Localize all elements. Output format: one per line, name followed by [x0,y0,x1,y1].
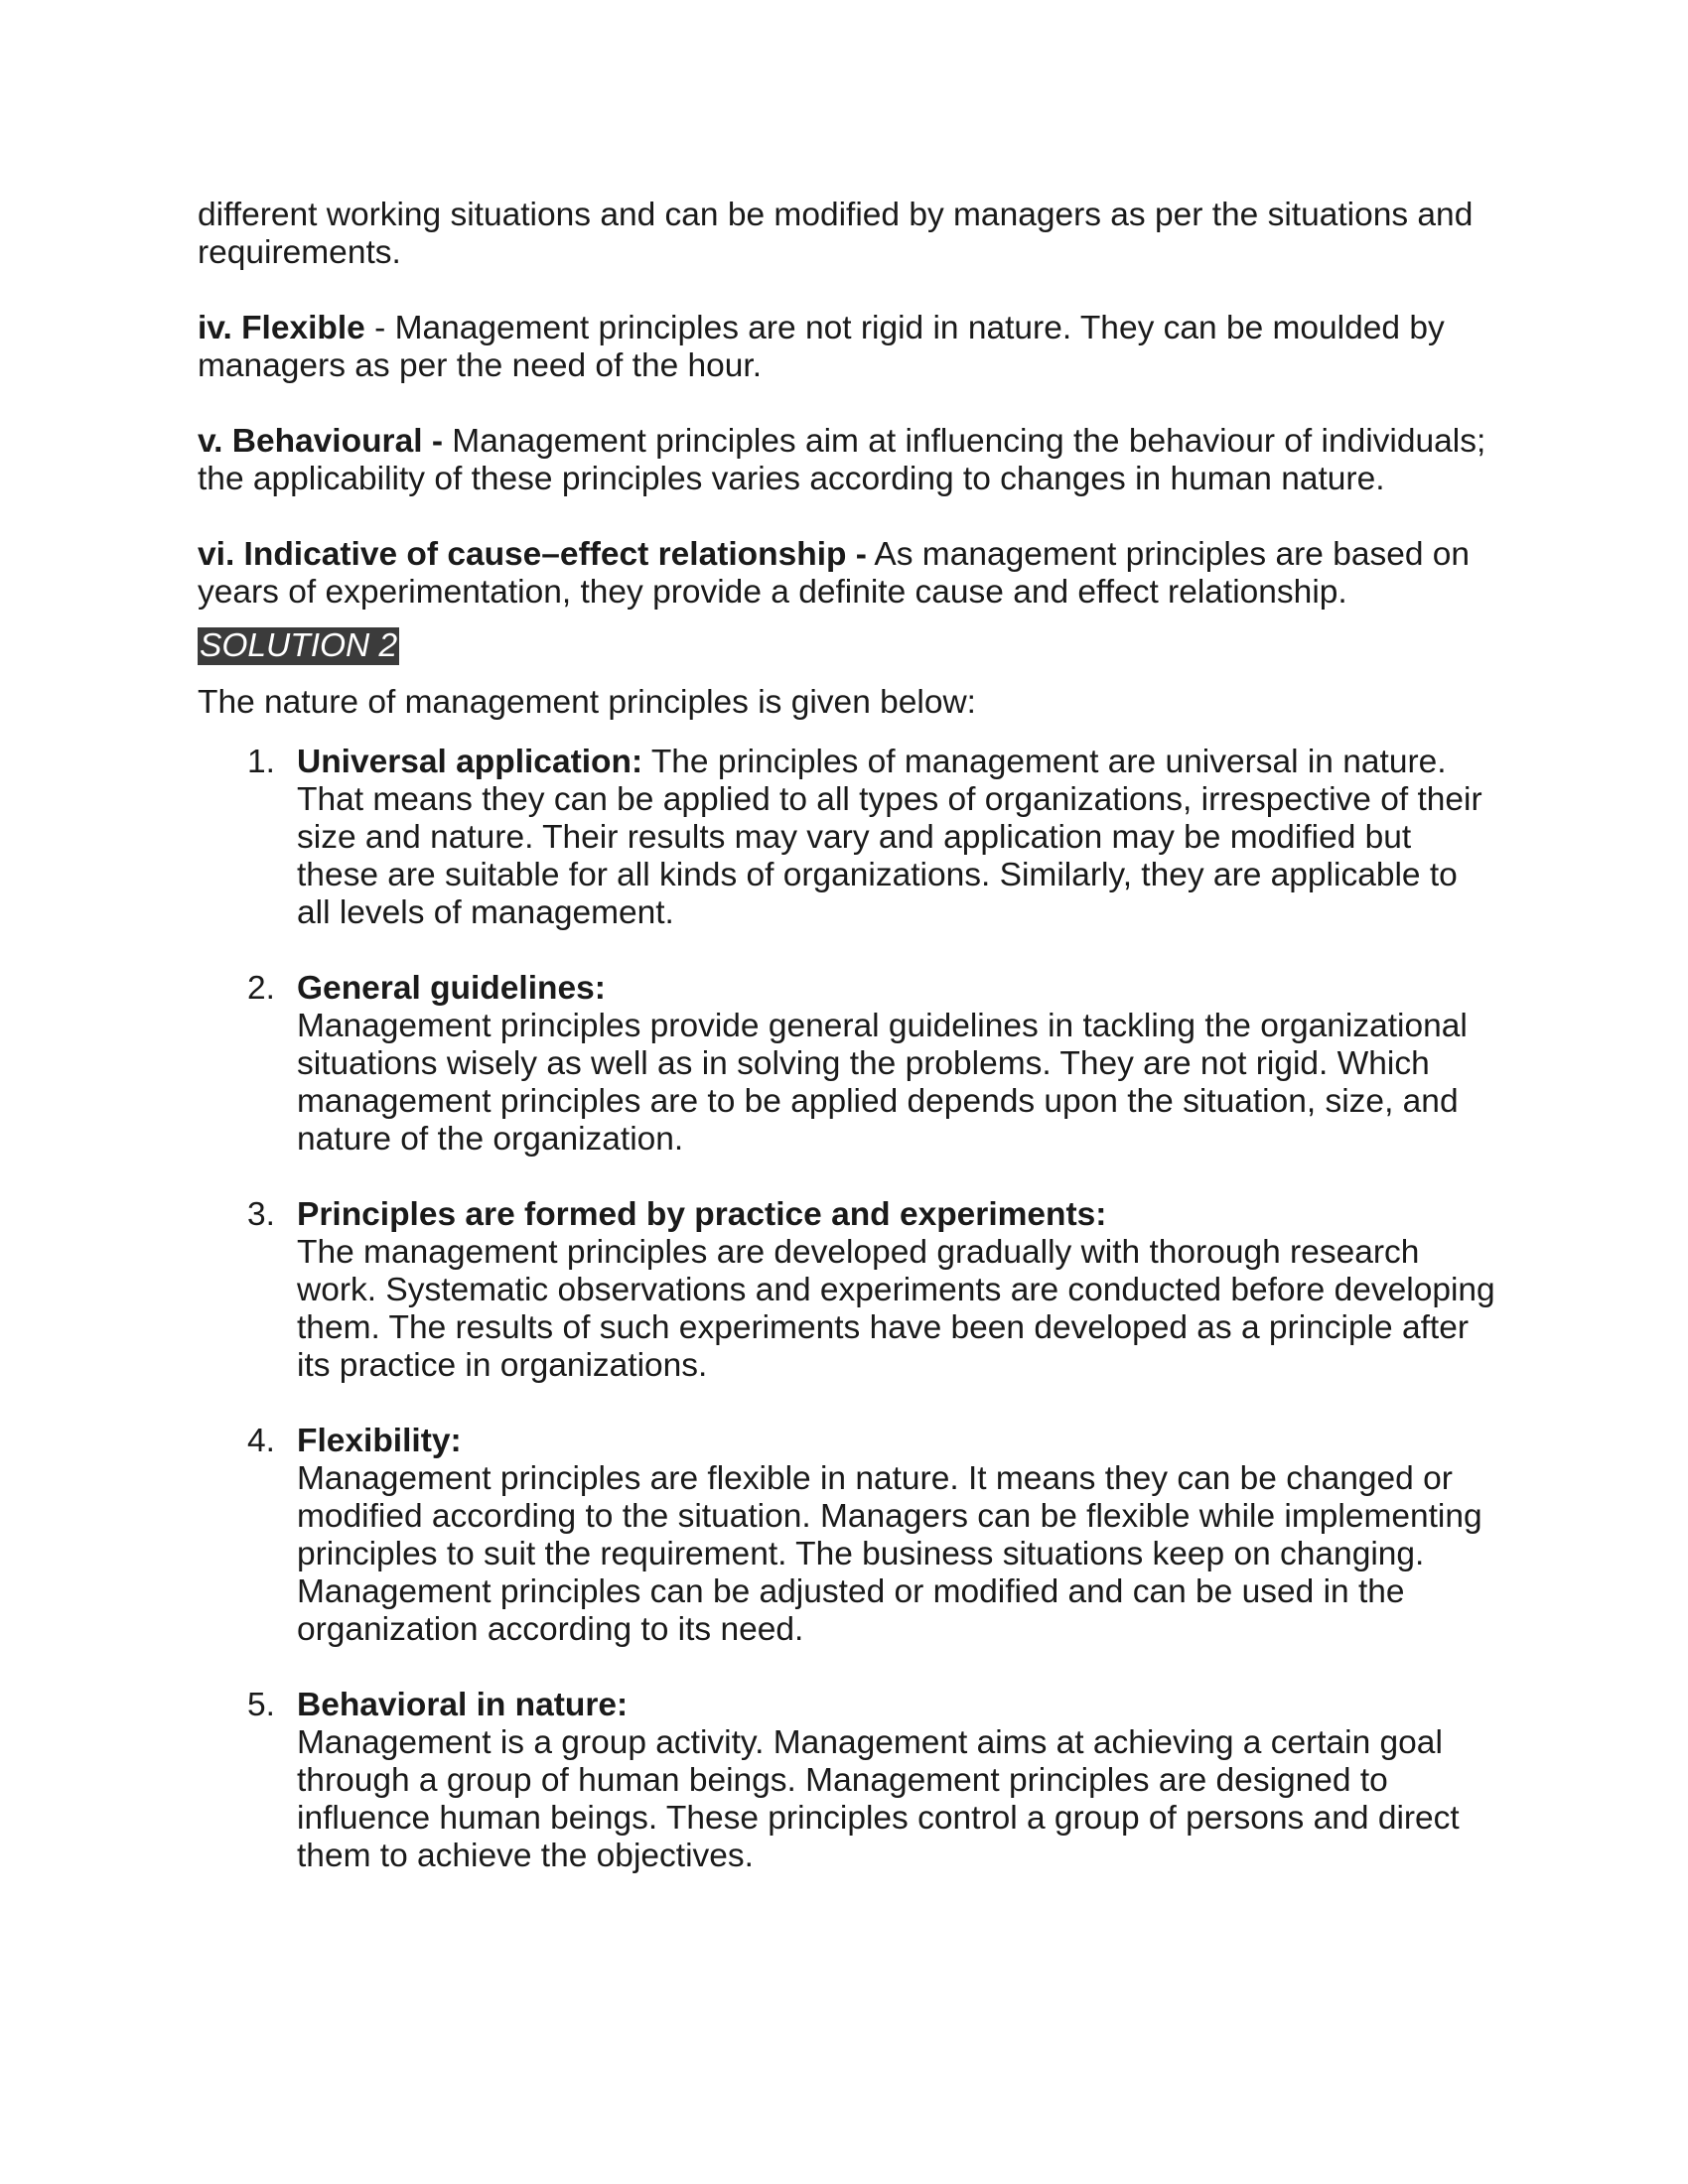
item-text: Management principles are flexible in nature. It means they can be changed or modified according to the situation. Managers can be flexible while implementing principles to suit the requirement. The business situations keep on changing. Management principles can be adjusted or modified and can be used in the organization according to its need. [297,1460,1482,1648]
item-text: Management is a group activity. Management aims at achieving a certain goal through a group of human beings. Management principles are designed to influence human beings. These principles control a group of persons and direct them to achieve the objectives. [297,1724,1460,1874]
feature-text: Management principles aim at influencing the behaviour of individuals; the applicability of these principles varies according to changes in human nature. [198,423,1486,497]
list-item [198,1423,1498,1649]
intro-text: The nature of management principles is given below: [198,684,976,721]
item-number: 5. [247,1687,275,1723]
item-title: Universal application: [297,744,643,780]
item-number: 4. [247,1423,275,1459]
feature-label: iv. Flexible [198,310,365,346]
feature-separator [443,423,452,460]
nature-list [198,744,1498,1875]
item-title: General guidelines: [297,970,606,1007]
list-item [198,970,1498,1159]
feature-text: Management principles are not rigid in nature. They can be moulded by managers as per the need of the hour. [198,310,1445,384]
list-item [198,1687,1498,1875]
feature-label: v. Behavioural - [198,423,443,460]
continuation-paragraph: different working situations and can be modified by managers as per the situations and requirements. [198,197,1474,271]
item-text: The principles of management are universal in nature. That means they can be applied to all types of organizations, irrespective of their size and nature. Their results may vary and application may be modified but these are suitable for all kinds of organizations. Similarly, they are applicable to all levels of management. [297,744,1482,931]
feature-flexible [198,310,1498,385]
item-number: 2. [247,970,275,1007]
item-text: The management principles are developed gradually with thorough research work. Systematic observations and experiments are conducted before developing them. The results of such experiments have been developed as a principle after its practice in organizations. [297,1234,1495,1384]
feature-separator: - [364,310,395,346]
solution-heading: SOLUTION 2 [200,627,398,664]
item-text: Management principles provide general guidelines in tackling the organizational situations wisely as well as in solving the problems. They are not rigid. Which management principles are to be applied depends upon the situation, size, and nature of the organization. [297,1008,1468,1158]
item-title: Principles are formed by practice and experiments: [297,1196,1107,1233]
item-title: Behavioral in nature: [297,1687,629,1723]
solution-heading-wrap [198,627,1498,684]
document-page [198,197,1498,1913]
feature-label: vi. Indicative of cause–effect relationship - [198,536,867,573]
feature-text: As management principles are based on years of experimentation, they provide a definite cause and effect relationship. [198,536,1471,611]
feature-behavioural [198,423,1498,498]
feature-cause-effect [198,536,1498,612]
item-number: 3. [247,1196,275,1233]
item-title: Flexibility: [297,1423,462,1459]
item-number: 1. [247,744,275,780]
list-item [198,744,1498,932]
list-item [198,1196,1498,1385]
